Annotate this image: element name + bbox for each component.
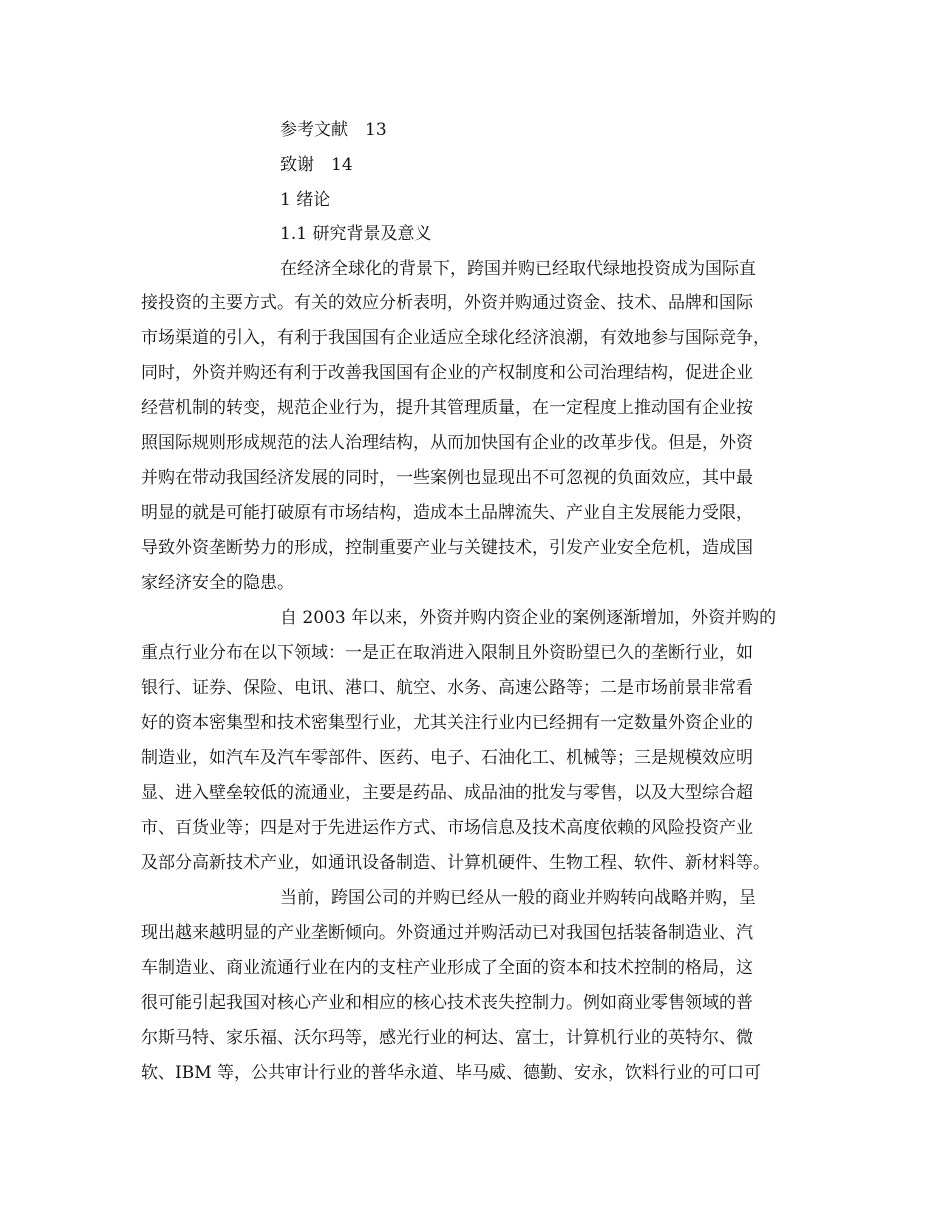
paragraph-line: 接投资的主要方式。有关的效应分析表明，外资并购通过资金、技术、品牌和国际 [141,293,753,313]
toc-entry-references: 参考文献 13 [280,120,387,140]
paragraph-line: 现出越来越明显的产业垄断倾向。外资通过并购活动已对我国包括装备制造业、汽 [141,923,753,943]
paragraph-line: 并购在带动我国经济发展的同时，一些案例也显现出不可忽视的负面效应，其中最 [141,468,753,488]
paragraph-line: 在经济全球化的背景下，跨国并购已经取代绿地投资成为国际直 [280,259,756,279]
paragraph-line: 经营机制的转变，规范企业行为，提升其管理质量，在一定程度上推动国有企业按 [141,398,753,418]
paragraph-line: 显、进入壁垒较低的流通业，主要是药品、成品油的批发与零售，以及大型综合超 [141,783,753,803]
paragraph-line: 软、IBM 等，公共审计行业的普华永道、毕马威、德勤、安永，饮料行业的可口可 [141,1063,762,1083]
paragraph-line: 同时，外资并购还有利于改善我国国有企业的产权制度和公司治理结构，促进企业 [141,363,753,383]
paragraph-line: 尔斯马特、家乐福、沃尔玛等，感光行业的柯达、富士，计算机行业的英特尔、微 [141,1028,753,1048]
paragraph-line: 照国际规则形成规范的法人治理结构，从而加快国有企业的改革步伐。但是，外资 [141,433,753,453]
paragraph-line: 当前，跨国公司的并购已经从一般的商业并购转向战略并购，呈 [280,888,756,908]
paragraph-line: 车制造业、商业流通行业在内的支柱产业形成了全面的资本和技术控制的格局，这 [141,958,753,978]
paragraph-line: 市、百货业等；四是对于先进运作方式、市场信息及技术高度依赖的风险投资产业 [141,818,753,838]
paragraph-line: 导致外资垄断势力的形成，控制重要产业与关键技术，引发产业安全危机，造成国 [141,538,753,558]
paragraph-line: 制造业，如汽车及汽车零部件、医药、电子、石油化工、机械等；三是规模效应明 [141,748,753,768]
paragraph-line: 市场渠道的引入，有利于我国国有企业适应全球化经济浪潮，有效地参与国际竞争， [141,328,770,348]
paragraph-line: 银行、证券、保险、电讯、港口、航空、水务、高速公路等；二是市场前景非常看 [141,678,753,698]
paragraph-line: 及部分高新技术产业，如通讯设备制造、计算机硬件、生物工程、软件、新材料等。 [141,853,770,873]
paragraph-line: 明显的就是可能打破原有市场结构，造成本土品牌流失、产业自主发展能力受限， [141,503,753,523]
section-heading: 1.1 研究背景及意义 [280,224,432,244]
paragraph-line: 很可能引起我国对核心产业和相应的核心技术丧失控制力。例如商业零售领域的普 [141,993,753,1013]
paragraph-line: 家经济安全的隐患。 [141,573,294,593]
toc-entry-acknowledgements: 致谢 14 [280,155,353,175]
paragraph-line: 自 2003 年以来，外资并购内资企业的案例逐渐增加，外资并购的 [280,608,777,628]
paragraph-line: 好的资本密集型和技术密集型行业，尤其关注行业内已经拥有一定数量外资企业的 [141,713,753,733]
chapter-heading: 1 绪论 [280,190,331,210]
paragraph-line: 重点行业分布在以下领域：一是正在取消进入限制且外资盼望已久的垄断行业，如 [141,643,753,663]
